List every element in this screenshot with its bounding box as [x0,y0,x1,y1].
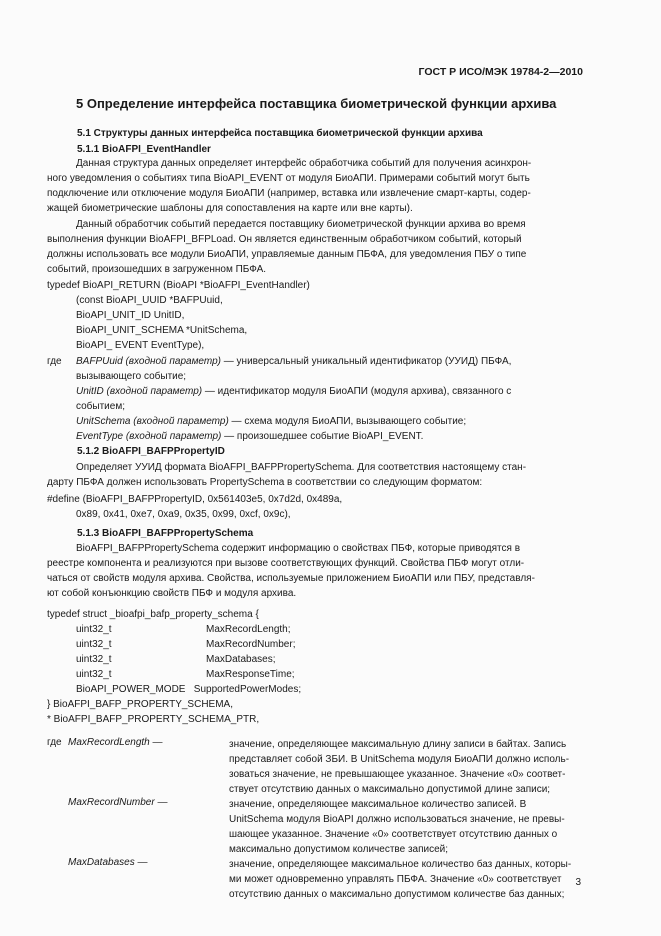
p1-line-4: жащей биометрические шаблоны для сопоставления на карте или вне карты). [47,203,413,214]
p4-line-1: BioAFPI_BAFPPropertySchema содержит информацию о свойствах ПБФ, которые приводятся в [76,543,521,554]
code1-line-1: typedef BioAPI_RETURN (BioAPI *BioAFPI_EventHandler) [47,280,310,291]
struct-field-type: uint32_t [76,624,112,635]
desc-line: ствует отсутствию данных о максимально допустимой длине записи; [229,784,551,795]
def-desc-maxrecordnumber [229,797,584,857]
code2-line-1: #define (BioAFPI_BAFPPropertyID, 0x561403e5, 0x7d2d, 0x489a, [47,494,343,505]
p4-line-2: реестре компонента и реализуются при вызове соответствующих функций. Свойства ПБФ могут отли- [47,558,525,569]
param-unitschema [76,416,466,427]
struct-field-power: BioAPI_POWER_MODE SupportedPowerModes; [76,684,302,695]
struct-field-name: MaxRecordLength; [206,624,291,635]
param-desc: — универсальный уникальный идентификатор (УУИД) ПБФА, [221,356,512,367]
p2-line-4: событий, произошедших в загруженном ПБФА. [47,264,267,275]
p2-line-1: Данный обработчик событий передается поставщику биометрической функции архива во время [76,219,526,230]
code1-line-2: (const BioAPI_UUID *BAFPUuid, [76,295,223,306]
standard-header: ГОСТ Р ИСО/МЭК 19784-2—2010 [418,66,583,78]
p1-line-2: ного уведомления о событиях типа BioAPI_EVENT от модуля БиоАПИ. Примерами событий могут быть [47,173,530,184]
param-desc: — идентификатор модуля БиоАПИ (модуля архива), связанного с [202,386,512,397]
desc-line: значение, определяющее максимальное количество баз данных, которы- [229,859,572,870]
struct-field-name: MaxDatabases; [206,654,276,665]
param-eventtype [76,431,423,442]
code3-line-7: } BioAFPI_BAFP_PROPERTY_SCHEMA, [47,699,233,710]
param-unitid-cont: событием; [76,401,125,412]
def-where-label: где [47,737,62,748]
desc-line: UnitSchema модуля BioAPI должно использоваться значение, не превы- [229,814,565,825]
param-desc: — произошедшее событие BioAPI_EVENT. [221,431,424,442]
subsection-5-1-title: 5.1 Структуры данных интерфейса поставщика биометрической функции архива [77,128,483,139]
def-desc-maxrecordlength [229,737,584,797]
page-number: 3 [575,877,581,888]
param-term: UnitID (входной параметр) [76,386,203,397]
desc-line: представляет собой ЗБИ. В UnitSchema модуля БиоАПИ должно исполь- [229,754,570,765]
def-term-maxdatabases: MaxDatabases — [68,857,148,868]
desc-line: зоваться значение, не превышающее указанное. Значение «0» соответ- [229,769,566,780]
section-title: 5 Определение интерфейса поставщика биометрической функции архива [76,96,557,111]
code1-line-5: BioAPI_ EVENT EventType), [76,340,205,351]
p1-line-1: Данная структура данных определяет интерфейс обработчика событий для получения асинхрон- [76,158,532,169]
struct-field-type: uint32_t [76,654,112,665]
heading-5-1-2: 5.1.2 BioAFPI_BAFPPropertyID [77,446,225,457]
def-term-maxrecordlength: MaxRecordLength — [68,737,163,748]
param-desc: — схема модуля БиоАПИ, вызывающего событие; [228,416,467,427]
struct-field-type: uint32_t [76,669,112,680]
heading-5-1-1: 5.1.1 BioAFPI_EventHandler [77,144,211,155]
heading-5-1-3: 5.1.3 BioAFPI_BAFPPropertySchema [77,528,254,539]
param-unitid [76,386,511,397]
desc-line: значение, определяющее максимальное количество записей. В [229,799,527,810]
struct-field-name: MaxResponseTime; [206,669,295,680]
desc-line: ми может одновременно управлять ПБФА. Значение «0» соответствует [229,874,562,885]
code3-line-1: typedef struct _bioafpi_bafp_property_schema { [47,609,259,620]
def-desc-maxdatabases [229,857,584,902]
param-term: BAFPUuid (входной параметр) [76,356,221,367]
param-bafpuuid [76,356,511,367]
code1-line-3: BioAPI_UNIT_ID UnitID, [76,310,185,321]
struct-field-name: MaxRecordNumber; [206,639,296,650]
desc-line: максимально допустимом количестве записей; [229,844,449,855]
param-term: UnitSchema (входной параметр) [76,416,229,427]
desc-line: шающее указанное. Значение «0» соответствует отсутствию данных о [229,829,558,840]
p4-line-3: чаться от свойств модуля архива. Свойства, используемые приложением БиоАПИ или ПБУ, представля- [47,573,535,584]
p1-line-3: подключение или отключение модуля БиоАПИ (например, вставка или извлечение смарт-карты, содер- [47,188,531,199]
def-term-maxrecordnumber: MaxRecordNumber — [68,797,168,808]
where-label: где [47,356,62,367]
param-term: EventType (входной параметр) [76,431,222,442]
p2-line-2: выполнения функции BioAFPI_BFPLoad. Он является единственным обработчиком событий, который [47,234,522,245]
p4-line-4: ют собой конъюнкцию свойств ПБФ и модуля архива. [47,588,297,599]
code3-line-8: * BioAFPI_BAFP_PROPERTY_SCHEMA_PTR, [47,714,260,725]
struct-field-type: uint32_t [76,639,112,650]
code2-line-2: 0x89, 0x41, 0xe7, 0xa9, 0x35, 0x99, 0xcf, 0x9c), [76,509,291,520]
p2-line-3: должны использовать все модули БиоАПИ, управляемые данным ПБФА, для уведомления ПБУ о типе [47,249,527,260]
desc-line: отсутствию данных о максимально допустимом количестве баз данных; [229,889,565,900]
param-bafpuuid-cont: вызывающего событие; [76,371,187,382]
p3-line-2: дарту ПБФА должен использовать PropertySchema в соответствии со следующим форматом: [47,477,483,488]
code1-line-4: BioAPI_UNIT_SCHEMA *UnitSchema, [76,325,248,336]
p3-line-1: Определяет УУИД формата BioAFPI_BAFPPropertySchema. Для соответствия настоящему стан- [76,462,527,473]
desc-line: значение, определяющее максимальную длину записи в байтах. Запись [229,739,567,750]
